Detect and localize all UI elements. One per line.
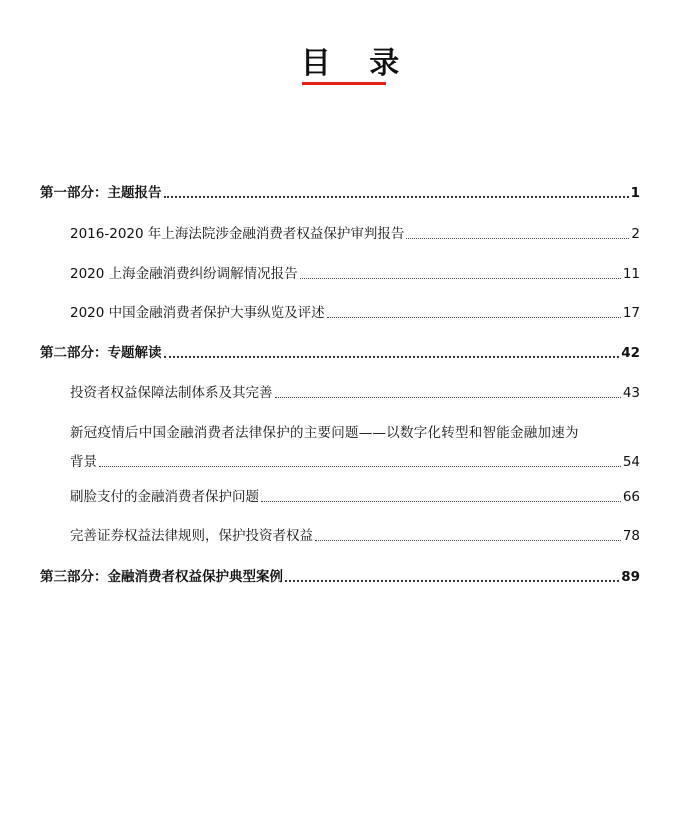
toc-item-label-line2: 背景 [70, 454, 97, 470]
toc-item[interactable] [70, 487, 640, 507]
toc-item-page: 17 [622, 305, 640, 321]
dot-leader [327, 316, 621, 318]
toc-part-1-label: 第一部分：主题报告 [40, 185, 162, 201]
toc-part-2-label: 第二部分：专题解读 [40, 345, 162, 361]
toc-part-3-page: 89 [621, 569, 640, 585]
toc-item[interactable] [70, 264, 640, 284]
dot-leader [164, 195, 629, 198]
toc-item-page: 11 [622, 266, 640, 282]
page-title: 目 录 [300, 46, 414, 81]
toc-item-label: 2020 上海金融消费纠纷调解情况报告 [70, 266, 298, 282]
toc-item-page: 43 [622, 385, 640, 401]
toc-item-label: 2020 中国金融消费者保护大事纵览及评述 [70, 305, 325, 321]
toc-part-3-label: 第三部分：金融消费者权益保护典型案例 [40, 569, 283, 585]
toc-item[interactable] [70, 383, 640, 403]
toc-item-label-line1: 新冠疫情后中国金融消费者法律保护的主要问题——以数字化转型和智能金融加速为 [70, 425, 579, 441]
toc-item-page: 66 [622, 489, 640, 505]
toc-item-label: 投资者权益保障法制体系及其完善 [70, 385, 273, 401]
dot-leader [275, 396, 621, 398]
toc-item-label: 完善证券权益法律规则，保护投资者权益 [70, 528, 313, 544]
dot-leader [164, 355, 620, 358]
toc-item-label: 刷脸支付的金融消费者保护问题 [70, 489, 259, 505]
dot-leader [300, 277, 621, 279]
toc-item-multiline[interactable] [70, 423, 640, 472]
toc-item[interactable] [70, 224, 640, 244]
toc-item-label: 2016-2020 年上海法院涉金融消费者权益保护审判报告 [70, 226, 405, 242]
dot-leader [406, 237, 629, 239]
toc-part-3[interactable] [40, 567, 640, 587]
toc-item[interactable] [70, 526, 640, 546]
toc-item-page: 78 [622, 528, 640, 544]
toc-part-1-page: 1 [630, 185, 640, 201]
toc-item-page: 54 [622, 454, 640, 470]
dot-leader [285, 579, 619, 582]
toc-part-1[interactable] [40, 183, 640, 203]
toc-item[interactable] [70, 303, 640, 323]
toc-part-2[interactable] [40, 343, 640, 363]
toc-item-page: 2 [631, 226, 640, 242]
dot-leader [99, 465, 621, 467]
dot-leader [261, 500, 621, 502]
dot-leader [315, 539, 621, 541]
toc-part-2-page: 42 [621, 345, 640, 361]
